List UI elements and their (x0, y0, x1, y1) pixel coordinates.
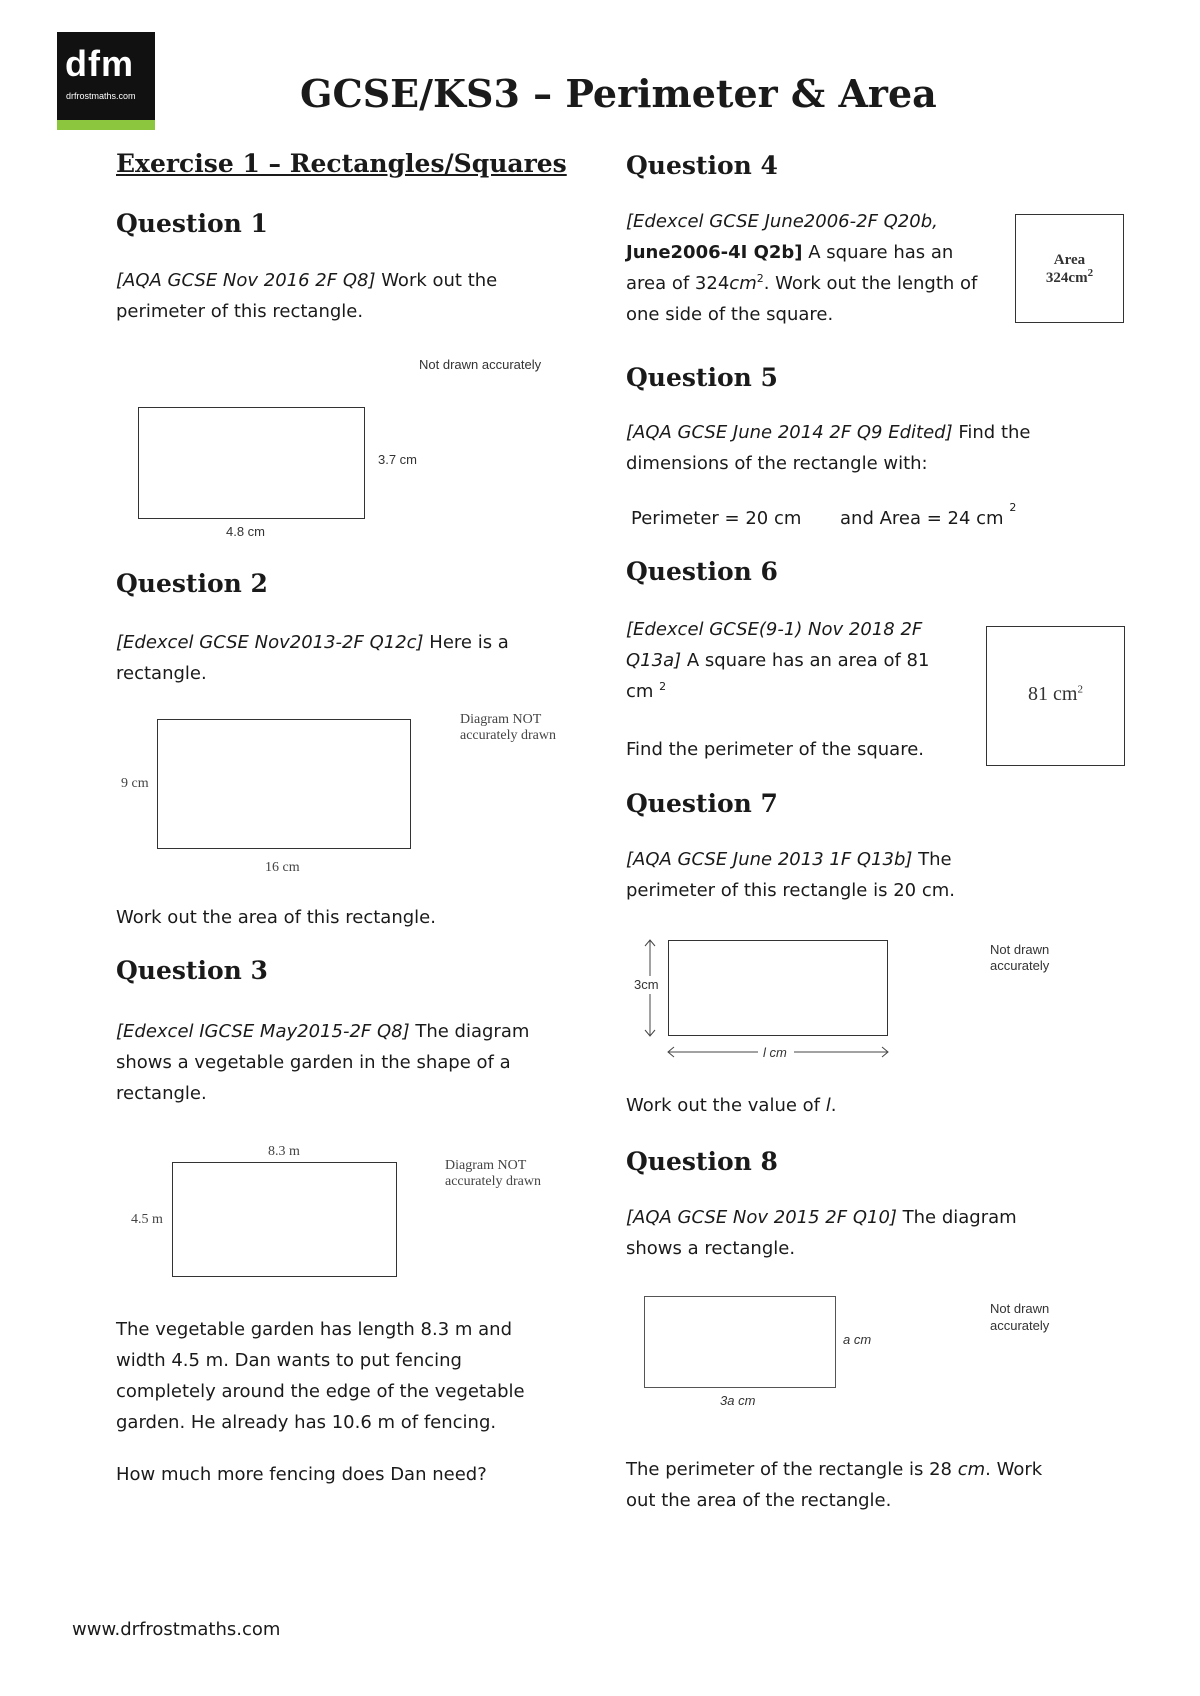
q3-text (116, 1016, 566, 1109)
q3-top-label: 8.3 m (268, 1144, 300, 1159)
q4-box-sup: 2 (1087, 267, 1094, 279)
q8-width-label: 3a cm (720, 1393, 756, 1408)
q6-square (986, 626, 1125, 766)
q8-rectangle (644, 1296, 836, 1388)
q5-source: [AQA GCSE June 2014 2F Q9 Edited] (626, 422, 953, 443)
q2-after: Work out the area of this rectangle. (116, 907, 436, 928)
q6-heading: Question 6 (626, 557, 778, 586)
q4-square (1015, 214, 1124, 323)
q7-note (990, 942, 1049, 974)
q4-unit: cm (729, 273, 757, 294)
exercise-heading: Exercise 1 – Rectangles/Squares (116, 149, 567, 178)
q3-rectangle (172, 1162, 397, 1277)
q2-width-label: 16 cm (265, 860, 300, 875)
q2-source: [Edexcel GCSE Nov2013-2F Q12c] (116, 632, 424, 653)
q7-height-label: 3cm (634, 977, 659, 992)
q5-area-text: and Area = 24 cm (840, 508, 1004, 529)
q4-sup: 2 (756, 272, 764, 285)
q1-heading: Question 1 (116, 209, 268, 238)
q6-box-sup: 2 (1077, 683, 1083, 696)
q1-note: Not drawn accurately (419, 357, 542, 372)
q5-sup: 2 (1009, 501, 1017, 514)
q3-height-label: 4.5 m (131, 1212, 163, 1227)
q8-note (990, 1300, 1049, 1334)
q4-box-line2: 324cm (1045, 270, 1088, 286)
q3-body: The diagram shows a vegetable garden in the shape of a rectangle. (116, 1021, 530, 1104)
q7-text (626, 844, 1006, 906)
q5-heading: Question 5 (626, 363, 778, 392)
q7-heading: Question 7 (626, 789, 778, 818)
q5-body: Find the dimensions of the rectangle with: (626, 422, 1031, 474)
logo-bar (57, 120, 155, 130)
q1-width-label: 4.8 cm (226, 524, 266, 539)
q8-note-1: Not drawn (990, 1301, 1050, 1316)
q8-unit: cm (957, 1459, 986, 1480)
q3-paragraph: The vegetable garden has length 8.3 m and width 4.5 m. Dan wants to put fencing completely around the edge of the vegetable garden. He already has 10.6 m of fencing. (116, 1319, 525, 1433)
q7-note-1: Not drawn (990, 942, 1050, 957)
q1-text (116, 265, 556, 327)
q4-square-label (1016, 251, 1123, 287)
q8-height-label: a cm (843, 1332, 872, 1347)
q5-text (626, 417, 1076, 479)
q4-source-2: June2006-4I Q2b] (626, 242, 803, 263)
q2-height-label: 9 cm (121, 776, 149, 791)
q3-note: Diagram NOT accurately drawn (445, 1158, 541, 1189)
q6-source: [Edexcel GCSE(9-1) Nov 2018 2F Q13a] (626, 619, 923, 671)
dfm-logo (57, 32, 155, 130)
q6-body: A square has an area of 81 cm (626, 650, 930, 702)
q8-source: [AQA GCSE Nov 2015 2F Q10] (626, 1207, 897, 1228)
q7-arrows (630, 936, 900, 1060)
q8-body: The diagram shows a rectangle. (626, 1207, 1017, 1259)
q1-body: Work out the perimeter of this rectangle. (116, 270, 498, 322)
q1-height-label: 3.7 cm (378, 452, 418, 467)
q2-text (116, 627, 536, 689)
q2-body: Here is a rectangle. (116, 632, 509, 684)
q7-after-a: Work out the value of (626, 1095, 826, 1116)
q8-after-b: . Work out the area of the rectangle. (626, 1459, 1043, 1511)
q4-heading: Question 4 (626, 151, 778, 180)
q2-rectangle (157, 719, 411, 849)
page-title: GCSE/KS3 – Perimeter & Area (300, 71, 937, 116)
q5-perimeter: Perimeter = 20 cm (631, 508, 802, 529)
q1-source: [AQA GCSE Nov 2016 2F Q8] (116, 270, 376, 291)
q6-text (626, 614, 956, 707)
q4-box-line1: Area (1053, 252, 1086, 268)
q7-body: The perimeter of this rectangle is 20 cm. (626, 849, 955, 901)
q5-area (840, 503, 1016, 534)
q4-source: [Edexcel GCSE June2006-2F Q20b, (626, 211, 938, 232)
q7-var: l (825, 1095, 831, 1116)
q3-heading: Question 3 (116, 956, 268, 985)
q6-square-label (987, 683, 1124, 706)
q4-body-a: A square has an area of 324 (626, 242, 954, 294)
q6-after: Find the perimeter of the square. (626, 739, 925, 760)
q7-after-b: . (830, 1095, 837, 1116)
q6-box-label: 81 cm (1028, 683, 1078, 705)
q2-heading: Question 2 (116, 569, 268, 598)
q8-after-a: The perimeter of the rectangle is 28 (626, 1459, 958, 1480)
q6-sup: 2 (659, 680, 667, 693)
q3-source: [Edexcel IGCSE May2015-2F Q8] (116, 1021, 410, 1042)
logo-brand: dfm (65, 43, 134, 84)
q8-after (626, 1454, 1076, 1516)
q7-source: [AQA GCSE June 2013 1F Q13b] (626, 849, 913, 870)
q7-width-label: l cm (763, 1045, 787, 1060)
q8-text (626, 1202, 1046, 1264)
footer-url[interactable]: www.drfrostmaths.com (72, 1619, 281, 1640)
q3-question: How much more fencing does Dan need? (116, 1464, 487, 1485)
q7-note-2: accurately (990, 958, 1050, 973)
q1-rectangle (138, 407, 365, 519)
q8-heading: Question 8 (626, 1147, 778, 1176)
q8-note-2: accurately (990, 1318, 1050, 1333)
q7-after (626, 1090, 836, 1121)
logo-site: drfrostmaths.com (66, 91, 136, 101)
q4-body-b: . Work out the length of one side of the square. (626, 273, 978, 325)
q4-text (626, 206, 986, 330)
q2-note: Diagram NOT accurately drawn (460, 712, 556, 743)
